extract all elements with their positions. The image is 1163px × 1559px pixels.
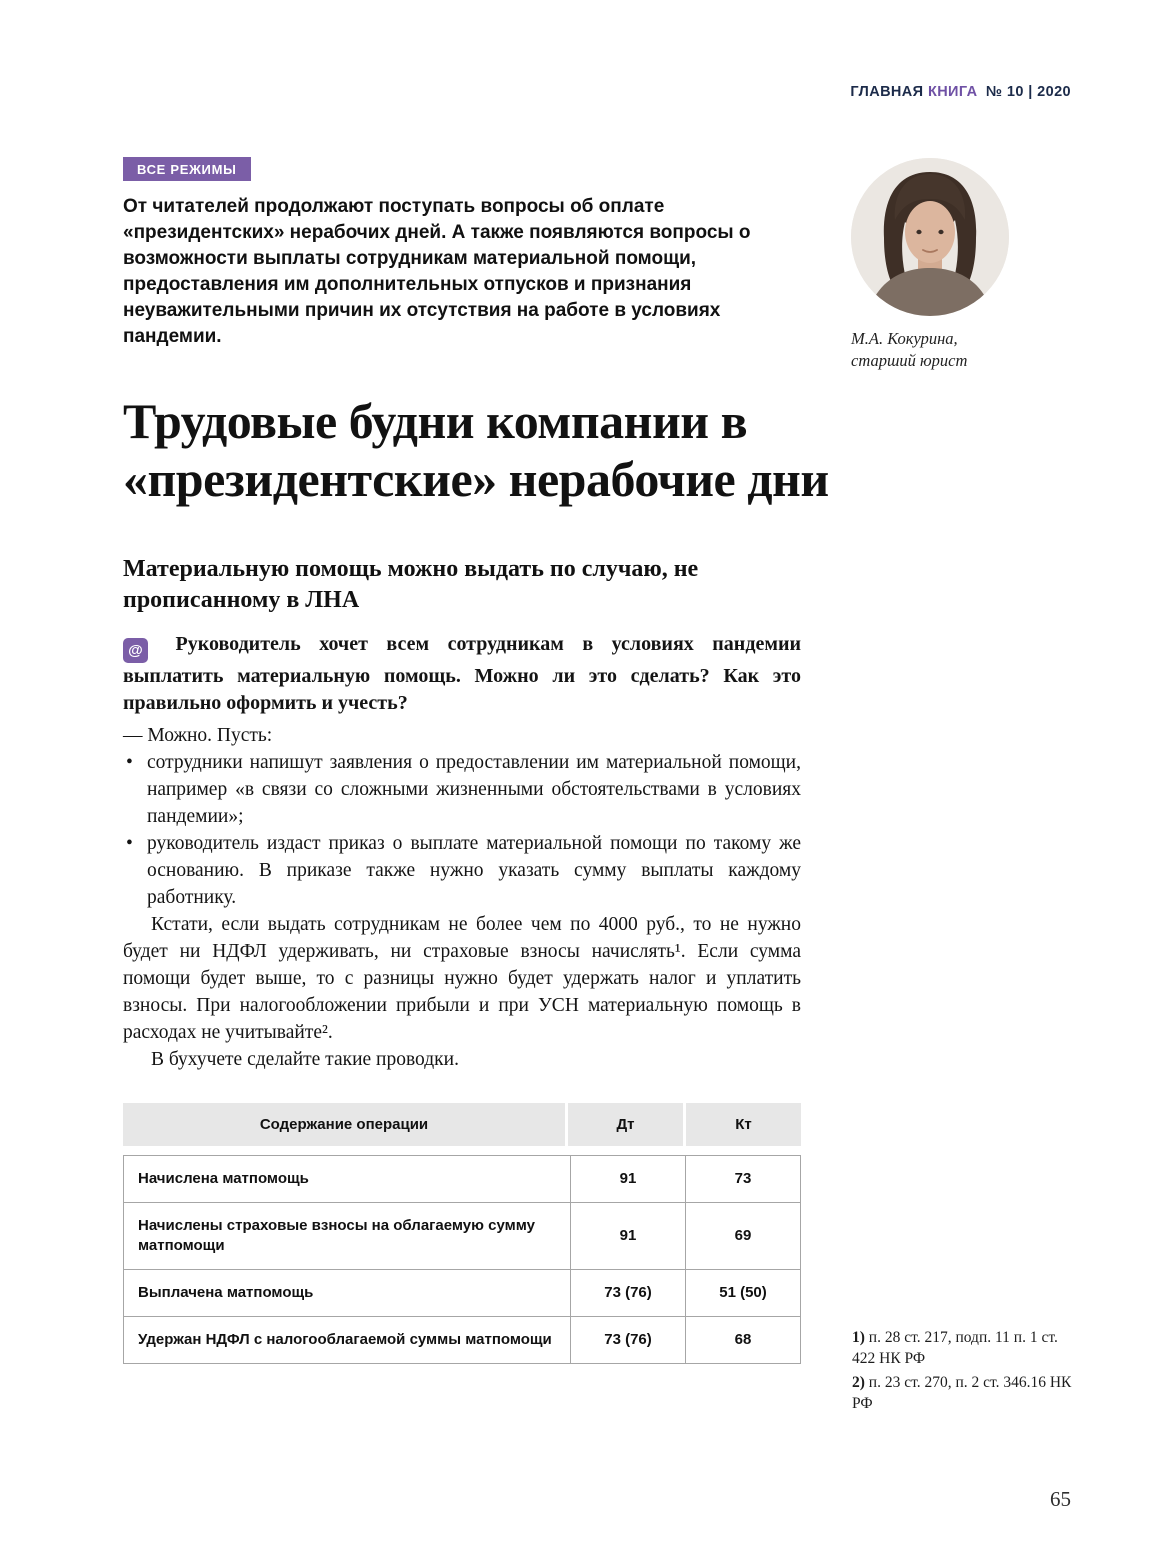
cell-operation: Начислены страховые взносы на облагаемую сумму матпомощи <box>138 1217 535 1254</box>
table-row <box>124 1316 800 1363</box>
footnote <box>852 1372 1080 1414</box>
author-caption <box>851 328 1031 372</box>
brand-kniga: КНИГА <box>927 84 978 100</box>
cell-operation: Начислена матпомощь <box>138 1170 309 1187</box>
column-header-debit: Дт <box>568 1103 683 1146</box>
cell-debit: 91 <box>570 1203 685 1269</box>
issue-number: № 10 | 2020 <box>985 84 1071 100</box>
section-heading: Материальную помощь можно выдать по случаю, не прописанному в ЛНА <box>123 556 699 613</box>
bullet-text: сотрудники напишут заявления о предоставлении им материальной помощи, например «в связи со сложными жизненными обстоятельствами в условиях пандемии»; <box>147 752 801 827</box>
cell-credit: 69 <box>685 1203 800 1269</box>
footnote-text: п. 28 ст. 217, подп. 11 п. 1 ст. 422 НК РФ <box>852 1329 1058 1367</box>
table-body <box>123 1155 801 1364</box>
column-header-credit: Кт <box>686 1103 801 1146</box>
accounting-paragraph: В бухучете сделайте такие проводки. <box>151 1049 459 1070</box>
cell-credit: 68 <box>685 1317 800 1363</box>
footnote <box>852 1327 1080 1369</box>
page-number: 65 <box>1050 1487 1071 1511</box>
table-row <box>124 1202 800 1269</box>
author-block <box>851 158 1031 372</box>
at-icon: @ <box>123 638 148 663</box>
brand-glavnaya: ГЛАВНАЯ <box>850 84 924 100</box>
bullet-text: руководитель издаст приказ о выплате материальной помощи по такому же основанию. В приказе также нужно указать сумму выплаты каждому работнику. <box>147 833 801 908</box>
lead-paragraph: От читателей продолжают поступать вопросы об оплате «президентских» нерабочих дней. А также появляются вопросы о возможности выплаты сотрудникам материальной помощи, предоставления им дополнительных отпусков и признания неуважительными причин их отсутствия на работе в условиях пандемии. <box>123 196 751 347</box>
answer-intro: — Можно. Пусть: <box>123 725 273 746</box>
table-header-row <box>123 1103 801 1146</box>
cell-debit: 91 <box>570 1156 685 1202</box>
list-item <box>123 830 801 911</box>
cell-operation: Выплачена матпомощь <box>138 1284 314 1301</box>
question-text: Руководитель хочет всем сотрудникам в условиях пандемии выплатить материальную помощь. Можно ли это сделать? Как это правильно оформить и учесть? <box>123 633 801 714</box>
note-paragraph: Кстати, если выдать сотрудникам не более чем по 4000 руб., то не нужно будет ни НДФЛ удерживать, ни страховые взносы начислять¹. Если сумма помощи будет выше, то с разницы нужно будет удержать налог и уплатить взносы. При налогообложении прибыли и при УСН материальную помощь в расходах не учитывайте². <box>123 914 801 1043</box>
author-photo <box>851 158 1009 316</box>
author-name: М.А. Кокурина, <box>851 329 958 348</box>
cell-debit: 73 (76) <box>570 1317 685 1363</box>
cell-operation: Удержан НДФЛ с налогооблагаемой суммы матпомощи <box>138 1331 552 1348</box>
regime-badge: ВСЕ РЕЖИМЫ <box>123 157 251 181</box>
postings-table <box>123 1103 801 1364</box>
column-header-operation: Содержание операции <box>123 1103 565 1146</box>
cell-credit: 73 <box>685 1156 800 1202</box>
article-title: Трудовые будни компании в «президентские» нерабочие дни <box>123 393 829 507</box>
author-role: старший юрист <box>851 351 968 370</box>
footnote-marker: 2) <box>852 1374 865 1391</box>
table-row <box>124 1156 800 1202</box>
footnote-marker: 1) <box>852 1329 865 1346</box>
cell-debit: 73 (76) <box>570 1270 685 1316</box>
footnotes <box>852 1327 1080 1417</box>
article-content <box>123 157 829 1364</box>
cell-credit: 51 (50) <box>685 1270 800 1316</box>
table-row <box>124 1269 800 1316</box>
footnote-text: п. 23 ст. 270, п. 2 ст. 346.16 НК РФ <box>852 1374 1072 1412</box>
list-item <box>123 749 801 830</box>
masthead <box>850 84 1071 100</box>
portrait-illustration <box>851 158 1009 316</box>
question-paragraph <box>123 631 801 717</box>
